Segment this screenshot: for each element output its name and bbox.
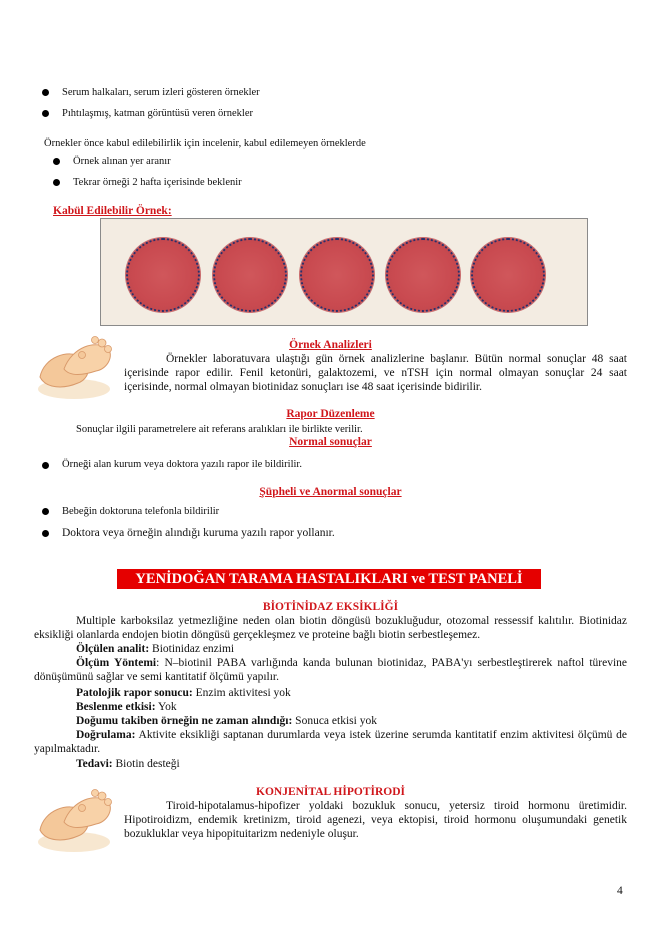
list-item: Serum halkaları, serum izleri gösteren örnekler bbox=[62, 87, 260, 98]
timing-label: Doğumu takiben örneğin ne zaman alındığı: bbox=[76, 715, 293, 727]
analyte-label: Ölçülen analit: bbox=[76, 643, 150, 655]
analyte-value: Biotinidaz enzimi bbox=[152, 643, 235, 655]
feeding-label: Beslenme etkisi: bbox=[76, 701, 156, 713]
feeding-value: Yok bbox=[157, 701, 177, 713]
pathologic-report-label: Patolojik rapor sonucu: bbox=[76, 687, 193, 699]
blood-spot bbox=[126, 238, 200, 312]
bullet-icon bbox=[42, 89, 49, 96]
blood-spot bbox=[213, 238, 287, 312]
treatment-value: Biotin desteği bbox=[115, 758, 180, 770]
timing-row bbox=[76, 714, 377, 728]
list-item: Pıhtılaşmış, katman görüntüsü veren örnekler bbox=[62, 108, 254, 119]
sample-analysis-text: Örnekler laboratuvara ulaştığı gün örnek analizlerine başlanır. Bütün normal sonuçlar 48 saat içerisinde rapor edilir. Fenil ketonüri, galaktozemi, ve nTSH için normal olmayan sonuçlar 24 saat içerisinde, normal olmayan biotinidaz sonuçları ise 48 saat içerisinde bidirilir. bbox=[124, 353, 627, 393]
bullet-icon bbox=[42, 530, 49, 537]
report-text: Sonuçlar ilgili parametrelere ait referans aralıkları ile birlikte verilir. bbox=[76, 424, 363, 435]
timing-value: Sonuca etkisi yok bbox=[295, 715, 377, 727]
feeding-row bbox=[76, 700, 177, 714]
list-item: Tekrar örneği 2 hafta içerisinde beklenir bbox=[73, 177, 242, 188]
method-label: Ölçüm Yöntemi bbox=[76, 657, 157, 669]
method-row bbox=[34, 656, 627, 684]
bullet-icon bbox=[42, 508, 49, 515]
blood-spot bbox=[471, 238, 545, 312]
list-item: Örneği alan kurum veya doktora yazılı rapor ile bildirilir. bbox=[62, 459, 302, 470]
bullet-icon bbox=[42, 110, 49, 117]
bullet-icon bbox=[53, 179, 60, 186]
blood-spot bbox=[300, 238, 374, 312]
report-heading: Rapor Düzenleme bbox=[286, 408, 375, 420]
treatment-row bbox=[76, 757, 180, 771]
hypothyroid-text: Tiroid-hipotalamus-hipofizer yoldaki bozukluk sonucu, yetersiz tiroid hormonu üretimidir. Hipotiroidizm, endemik kretinizm, tiroid agenezi, veya ektopisi, tiroid hormonu oluşumundaki genetik bozukluklar veya hipopituitarizm nedeniyle oluşur. bbox=[124, 800, 627, 840]
reject-intro: Örnekler önce kabul edilebilirlik için incelenir, kabul edilemeyen örneklerde bbox=[44, 138, 366, 149]
section-banner: YENİDOĞAN TARAMA HASTALIKLARI ve TEST PANELİ bbox=[117, 569, 541, 589]
pathologic-report-value: Enzim aktivitesi yok bbox=[195, 687, 291, 699]
sample-card-image bbox=[100, 218, 588, 326]
bullet-icon bbox=[53, 158, 60, 165]
analyte-row bbox=[76, 642, 234, 656]
list-item: Bebeğin doktoruna telefonla bildirilir bbox=[62, 506, 220, 517]
blood-spot bbox=[386, 238, 460, 312]
list-item: Doktora veya örneğin alındığı kuruma yazılı rapor yollanır. bbox=[62, 527, 335, 539]
report-row bbox=[76, 686, 291, 700]
confirm-label: Doğrulama: bbox=[76, 729, 136, 741]
biotinidase-heading: BİOTİNİDAZ EKSİKLİĞİ bbox=[262, 601, 399, 613]
confirm-row bbox=[34, 728, 627, 756]
normal-results-heading: Normal sonuçlar bbox=[289, 436, 372, 448]
list-item: Örnek alınan yer aranır bbox=[73, 156, 171, 167]
confirm-value: Aktivite eksikliği saptanan durumlarda veya istek üzerine serumda kantitatif enzim aktivitesi ölçümü de yapılmaktadır. bbox=[34, 729, 627, 755]
hypothyroid-heading: KONJENİTAL HİPOTİRODİ bbox=[256, 786, 405, 798]
biotinidase-intro: Multiple karboksilaz yetmezliğine neden olan biotin döngüsü bozukluğudur, otozomal ressessif kalıtılır. Biotinidaz eksikliği olanlarda endojen biotin döngüsü gerçekleşmez ve proteine bağlı biotin serbestleşemez. bbox=[34, 615, 627, 641]
sample-analysis-heading: Örnek Analizleri bbox=[289, 339, 372, 351]
acceptable-heading: Kabül Edilebilir Örnek: bbox=[53, 205, 172, 217]
abnormal-results-heading: Şüpheli ve Anormal sonuçlar bbox=[259, 486, 402, 498]
method-value: : N–biotinil PABA varlığında kanda bulunan biotinidaz, PABA'yı serbestleştirerek naftol türevine dönüşümünü sağlar ve semi kantitatif ölçümü yapılır. bbox=[34, 657, 628, 683]
treatment-label: Tedavi: bbox=[76, 758, 113, 770]
bullet-icon bbox=[42, 462, 49, 469]
page-number: 4 bbox=[617, 885, 623, 897]
